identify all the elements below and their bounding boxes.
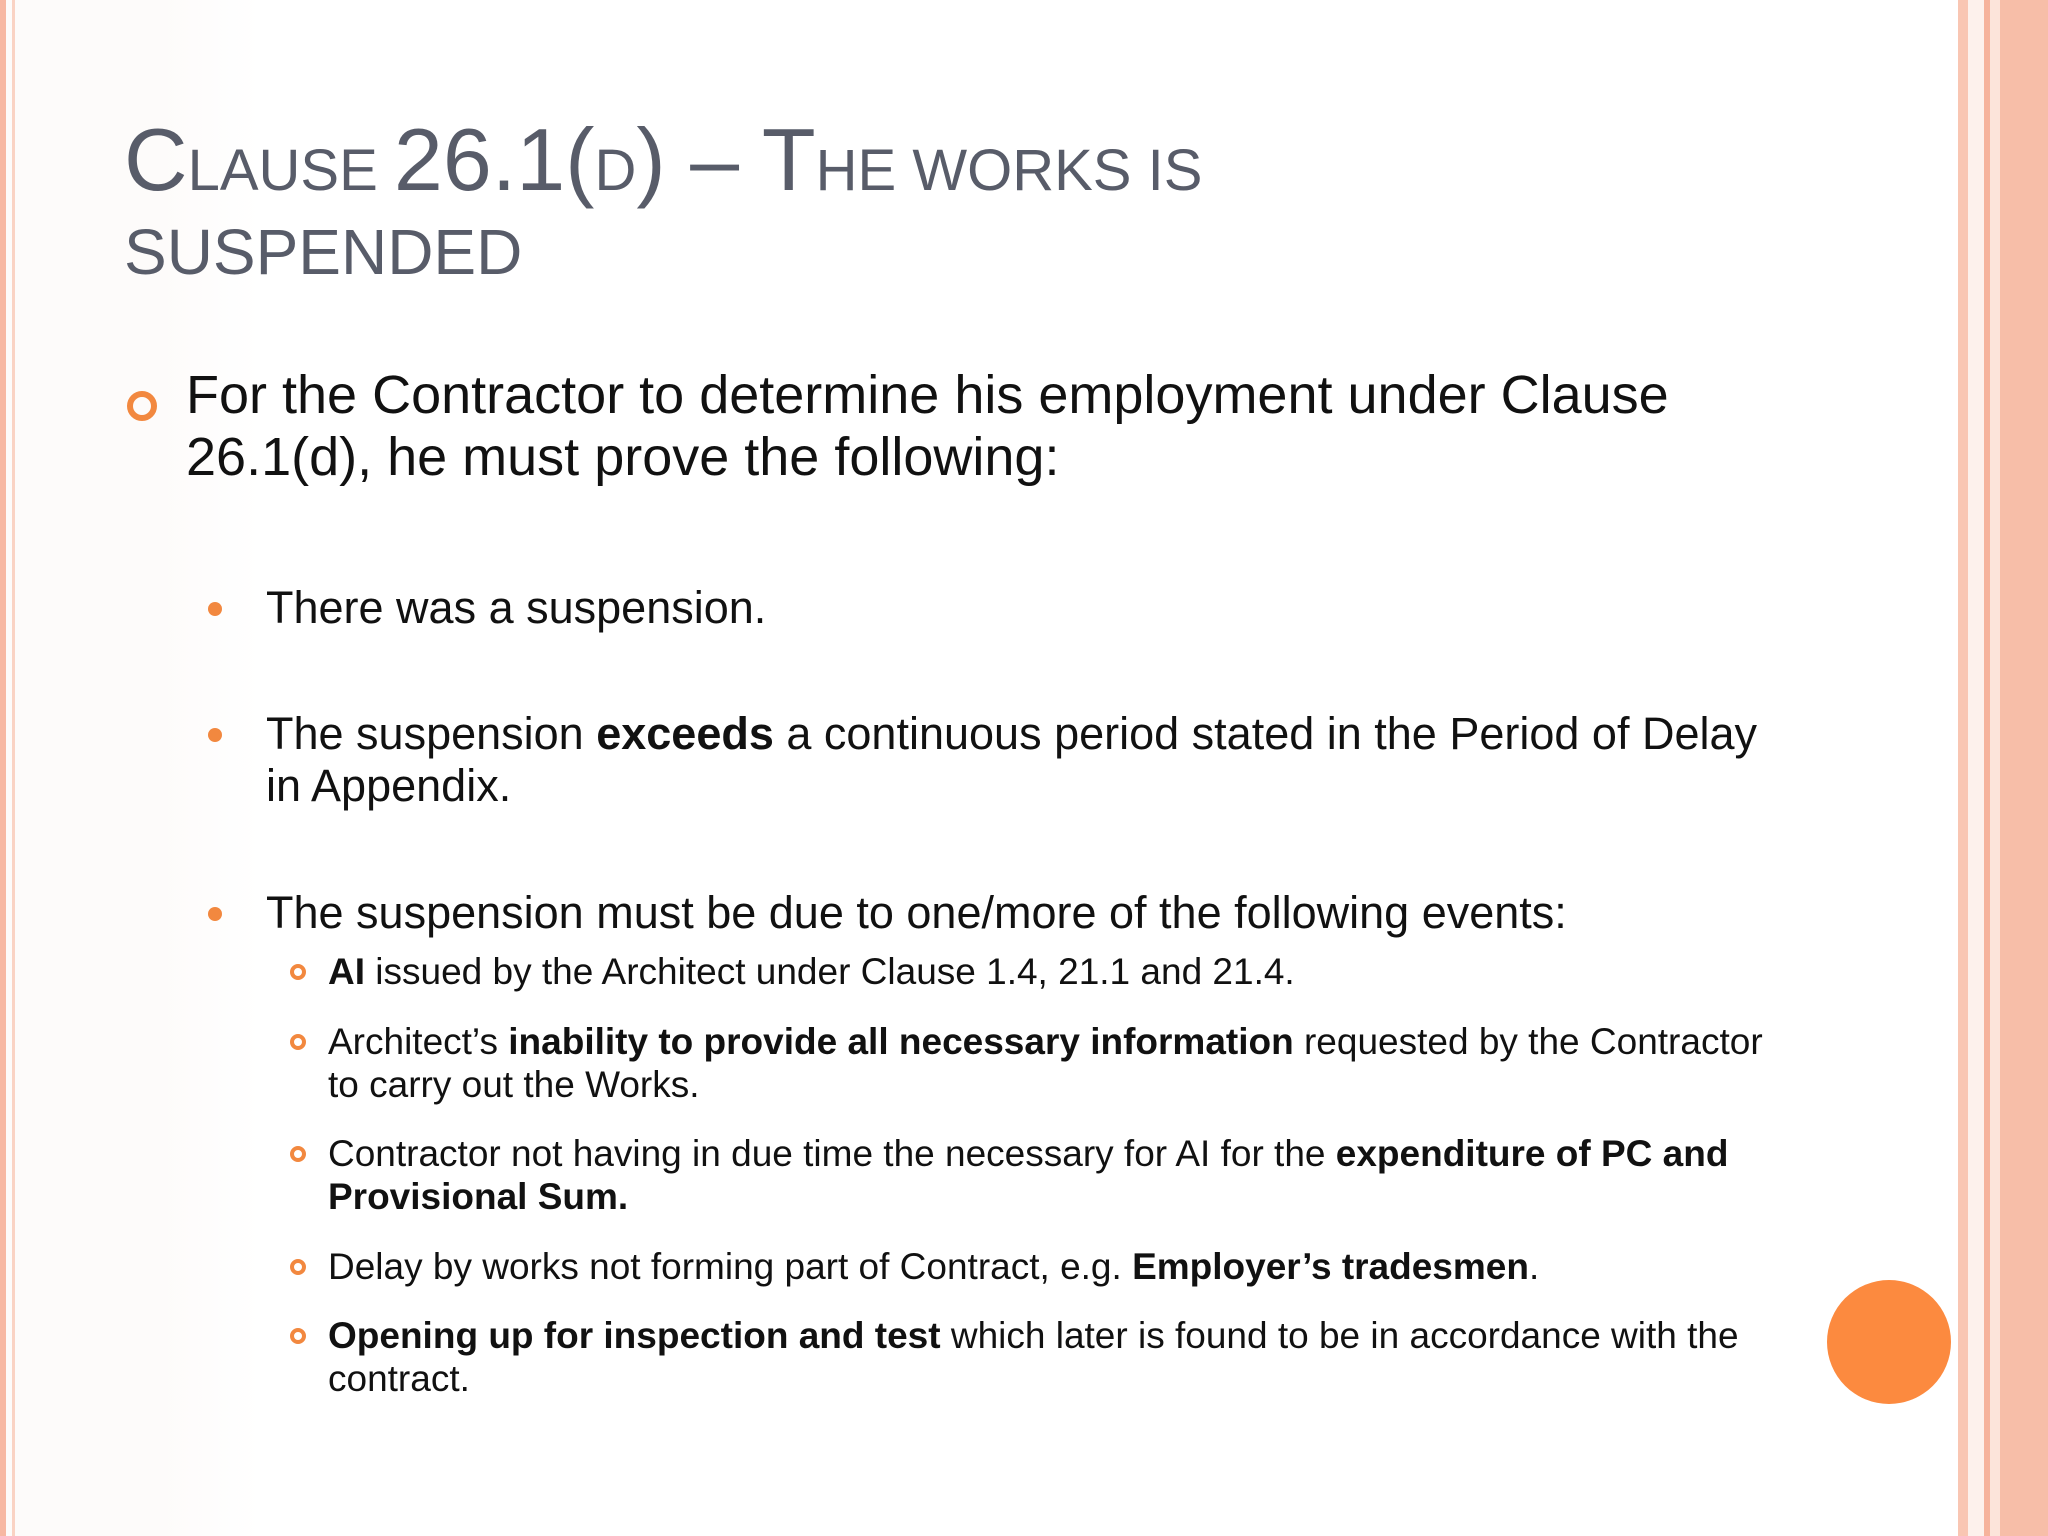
title-segment: ) – T xyxy=(636,110,816,209)
text-run: The suspension xyxy=(266,708,597,759)
title-segment: 26.1( xyxy=(393,110,595,209)
right-border-stripe-d xyxy=(1990,0,2000,1536)
event-item-text xyxy=(328,1245,1798,1288)
title-segment: D xyxy=(594,138,637,203)
bold-text-run: Opening up for inspection and test xyxy=(328,1315,941,1356)
text-run: Contractor not having in due time the necessary for AI for the xyxy=(328,1133,1336,1174)
ring-bullet-icon xyxy=(127,391,157,421)
text-run: which later is found to be in accordance with the contract. xyxy=(328,1315,1739,1399)
text-run: There was a suspension. xyxy=(266,582,767,633)
title-segment: HE WORKS IS xyxy=(815,138,1203,203)
text-run: The suspension must be due to one/more of the following events: xyxy=(266,887,1567,938)
sub-bullet-text xyxy=(266,887,1776,939)
text-run: Architect’s xyxy=(328,1021,509,1062)
decorative-orange-circle xyxy=(1827,1280,1951,1404)
left-border-stripe xyxy=(0,0,6,1536)
event-item-text xyxy=(328,1314,1798,1400)
dot-bullet-icon xyxy=(208,602,222,616)
right-border-stripe-b xyxy=(1968,0,1984,1536)
event-item-text xyxy=(328,1020,1798,1106)
right-border-stripe-a xyxy=(1958,0,1968,1536)
event-item-text xyxy=(328,1132,1798,1218)
left-border-stripe-inner xyxy=(12,0,15,1536)
ring-bullet-icon xyxy=(290,1328,306,1344)
dot-bullet-icon xyxy=(208,907,222,921)
bold-text-run: inability to provide all necessary information xyxy=(508,1021,1294,1062)
title-segment: LAUSE xyxy=(187,138,394,203)
sub-bullet-text xyxy=(266,708,1776,812)
text-run: requested by the Contractor to carry out the Works. xyxy=(328,1021,1763,1105)
text-run: issued by the Architect under Clause 1.4, 21.1 and 21.4. xyxy=(365,951,1295,992)
dot-bullet-icon xyxy=(208,728,222,742)
text-run: a continuous period stated in the Period of Delay in Appendix. xyxy=(266,708,1757,811)
bold-text-run: exceeds xyxy=(596,708,774,759)
ring-bullet-icon xyxy=(290,964,306,980)
ring-bullet-icon xyxy=(290,1034,306,1050)
bold-text-run: Employer’s tradesmen xyxy=(1132,1246,1529,1287)
title-line-1 xyxy=(124,108,1824,212)
slide-title xyxy=(124,108,1824,292)
right-border-stripe-e xyxy=(2000,0,2048,1536)
ring-bullet-icon xyxy=(290,1146,306,1162)
text-run: Delay by works not forming part of Contract, e.g. xyxy=(328,1246,1133,1287)
bold-text-run: expenditure of PC and Provisional Sum. xyxy=(328,1133,1729,1217)
event-item-text xyxy=(328,950,1798,993)
title-line-2: SUSPENDED xyxy=(124,216,523,288)
sub-bullet-text xyxy=(266,582,1776,634)
bold-text-run: AI xyxy=(328,951,365,992)
text-run: . xyxy=(1528,1246,1540,1287)
main-bullet-text: For the Contractor to determine his employment under Clause 26.1(d), he must prove the following: xyxy=(186,365,1669,487)
title-segment: C xyxy=(124,110,188,209)
ring-bullet-icon xyxy=(290,1259,306,1275)
